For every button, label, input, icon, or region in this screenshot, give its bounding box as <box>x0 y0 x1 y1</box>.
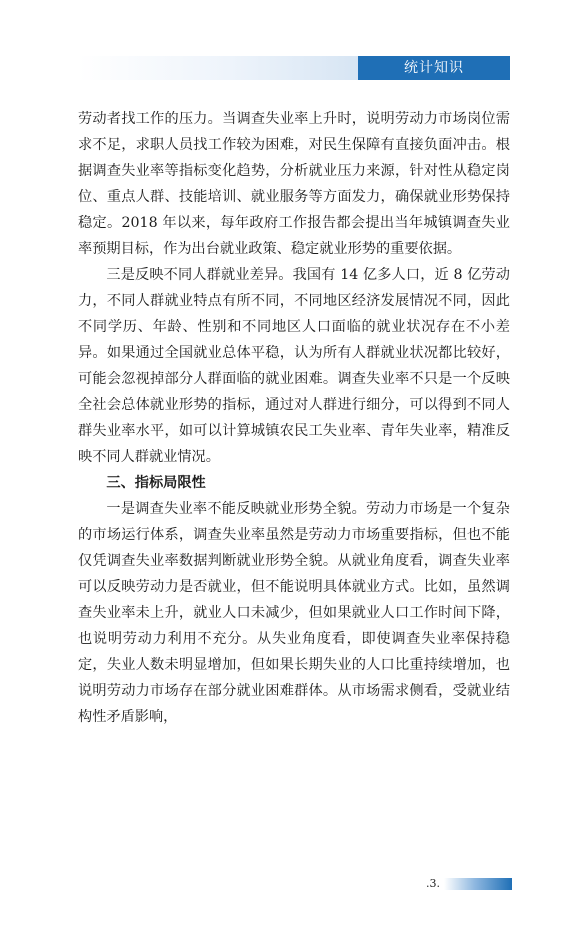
paragraph-continued: 劳动者找工作的压力。当调查失业率上升时，说明劳动力市场岗位需求不足，求职人员找工作较为困难，对民生保障有直接负面冲击。根据调查失业率等指标变化趋势，分析就业压力来源，针对性从稳定岗位、重点人群、技能培训、就业服务等方面发力，确保就业形势保持稳定。2018 年以来，每年政府工作报告都会提出当年城镇调查失业率预期目标，作为出台就业政策、稳定就业形势的重要依据。 <box>78 111 510 257</box>
paragraph-limitation-one: 一是调查失业率不能反映就业形势全貌。劳动力市场是一个复杂的市场运行体系，调查失业率虽然是劳动力市场重要指标，但也不能仅凭调查失业率数据判断就业形势全貌。从就业角度看，调查失业率可以反映劳动力是否就业，但不能说明具体就业方式。比如，虽然调查失业率未上升，就业人口未减少，但如果就业人口工作时间下降，也说明劳动力利用不充分。从失业角度看，即使调查失业率保持稳定，失业人数未明显增加，但如果长期失业的人口比重持续增加，也说明劳动力市场存在部分就业困难群体。从市场需求侧看，受就业结构性矛盾影响， <box>78 501 510 725</box>
section-heading: 三、指标局限性 <box>106 475 206 491</box>
footer-bar <box>444 878 512 890</box>
article-body <box>78 106 510 730</box>
paragraph-three: 三是反映不同人群就业差异。我国有 14 亿多人口，近 8 亿劳动力，不同人群就业特点有所不同，不同地区经济发展情况不同，因此不同学历、年龄、性别和不同地区人口面临的就业状况存在不小差异。如果通过全国就业总体平稳，认为所有人群就业状况都比较好，可能会忽视掉部分人群面临的就业困难。调查失业率不只是一个反映全社会总体就业形势的指标，通过对人群进行细分，可以得到不同人群失业率水平，如可以计算城镇农民工失业率、青年失业率，精准反映不同人群就业情况。 <box>78 267 510 465</box>
page-number: .3. <box>426 877 440 890</box>
section-label: 统计知识 <box>358 56 510 80</box>
